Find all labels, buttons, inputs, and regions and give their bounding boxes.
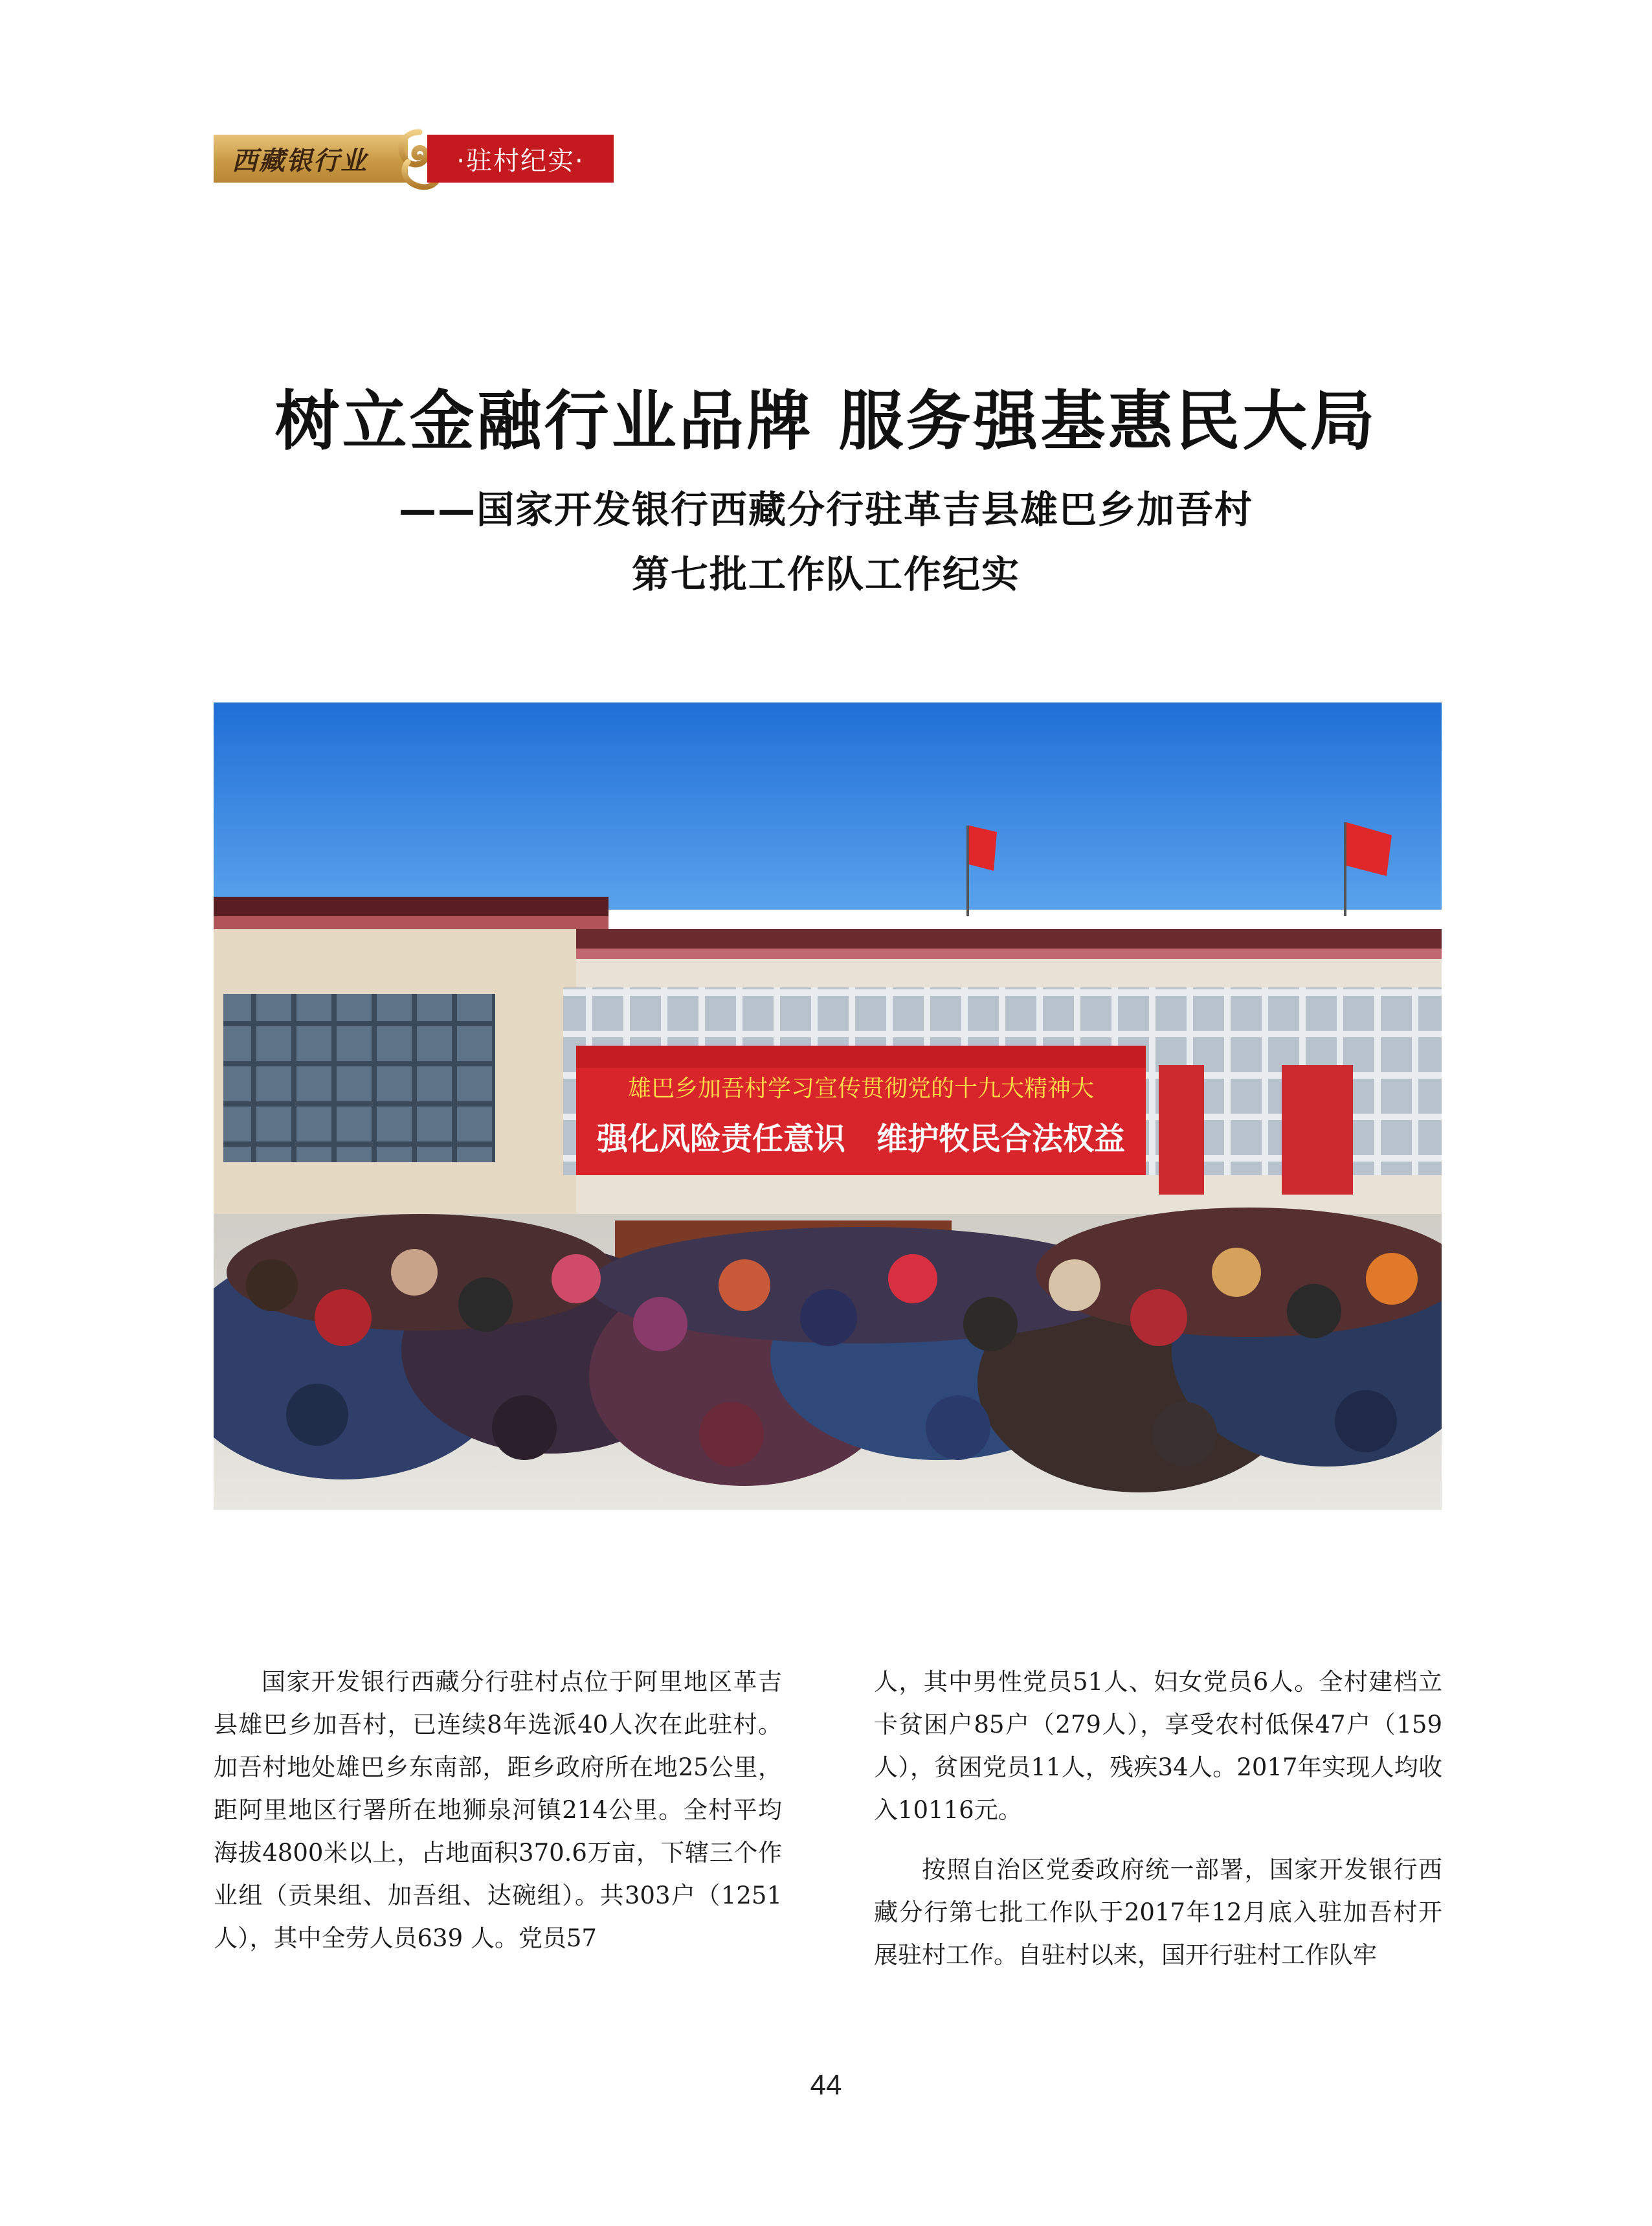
village-meeting-photo — [214, 703, 1442, 1510]
article-subtitle-line1: ——国家开发银行西藏分行驻革吉县雄巴乡加吾村 — [398, 488, 1253, 532]
article-subtitle-line2: 第七批工作队工作纪实 — [631, 552, 1020, 596]
section-label: ·驻村纪实· — [456, 146, 585, 176]
paragraph-stats: 人，其中男性党员51人、妇女党员6人。全村建档立卡贫困户85户（279人），享受农村低保47户（159人），贫困党员11人，残疾34人。2017年实现人均收入10116元。 — [874, 1668, 1442, 1824]
brand-label: 西藏银行业 — [232, 145, 368, 176]
body-column-right — [874, 1661, 1442, 1977]
section-tag — [427, 135, 614, 183]
article-photo — [214, 703, 1442, 1510]
body-column-left — [214, 1661, 782, 1960]
section-header — [214, 135, 614, 183]
page-number: 44 — [810, 2069, 842, 2101]
paragraph-intro: 国家开发银行西藏分行驻村点位于阿里地区革吉县雄巴乡加吾村，已连续8年选派40人次在此驻村。加吾村地处雄巴乡东南部，距乡政府所在地25公里，距阿里地区行署所在地狮泉河镇214公里。全村平均海拔4800米以上，占地面积370.6万亩，下辖三个作业组（贡果组、加吾组、达碗组）。共303户（1251人），其中全劳人员639 人。党员57 — [214, 1668, 782, 1952]
article-title: 树立金融行业品牌 服务强基惠民大局 — [274, 383, 1378, 459]
banner-line1: 雄巴乡加吾村学习宣传贯彻党的十九大精神大 — [627, 1075, 1095, 1102]
paragraph-deployment: 按照自治区党委政府统一部署，国家开发银行西藏分行第七批工作队于2017年12月底入驻加吾村开展驻村工作。自驻村以来，国开行驻村工作队牢 — [874, 1856, 1442, 1969]
banner-line2: 强化风险责任意识 维护牧民合法权益 — [596, 1121, 1126, 1157]
brand-block — [214, 135, 408, 183]
